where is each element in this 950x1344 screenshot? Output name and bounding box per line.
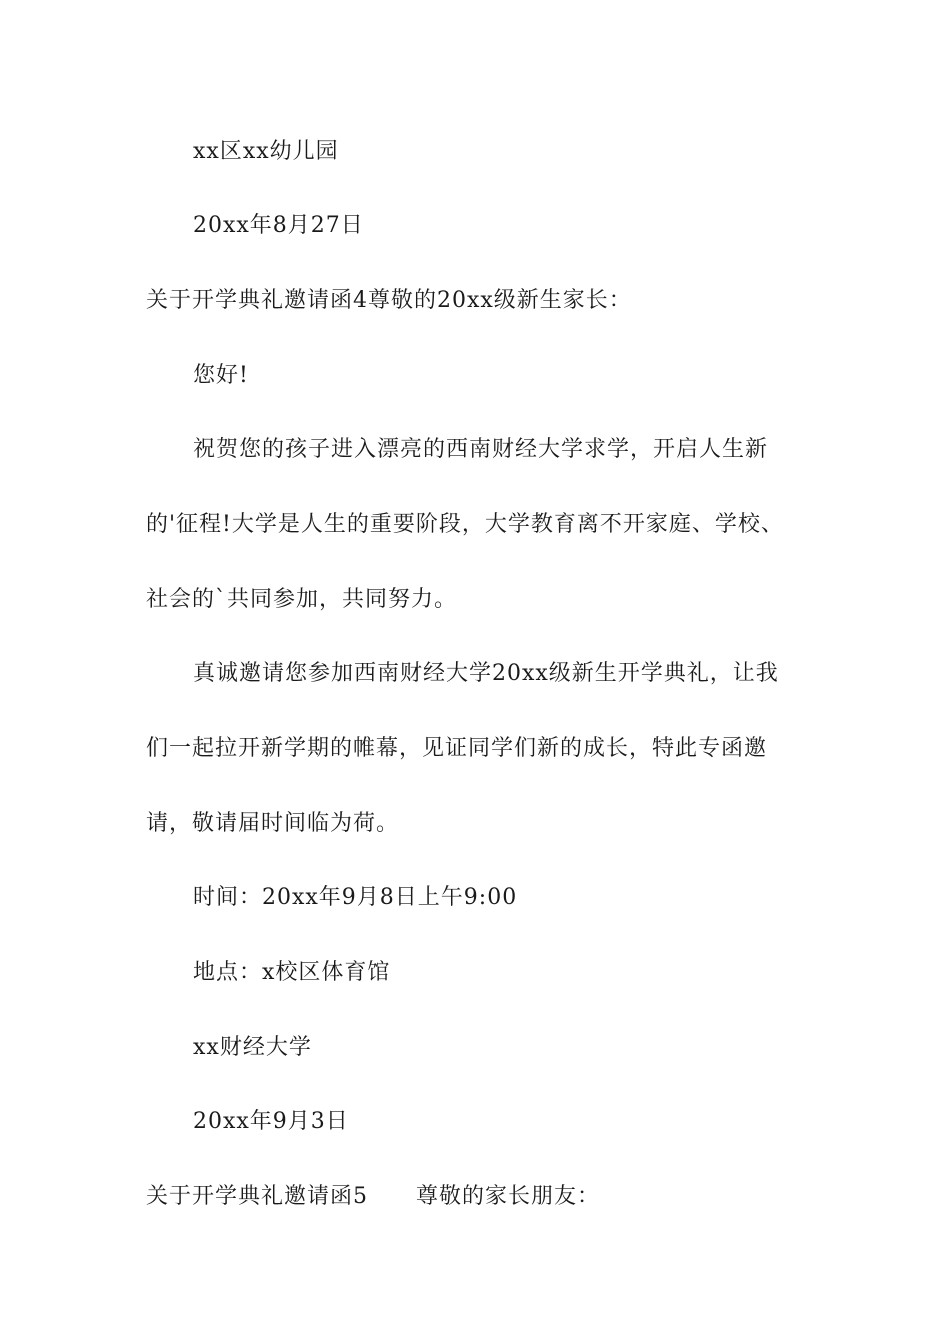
heading-5-salutation: 尊敬的家长朋友： — [416, 1184, 601, 1209]
paragraph-1-line-3: 社会的`共同参加，共同努力。 — [146, 587, 458, 612]
kindergarten-signature: xx区xx幼儿园 — [193, 139, 339, 164]
paragraph-1-line-2: 的'征程!大学是人生的重要阶段，大学教育离不开家庭、学校、 — [146, 512, 784, 537]
paragraph-2-line-3: 请，敬请届时间临为荷。 — [146, 811, 400, 836]
kindergarten-date: 20xx年8月27日 — [193, 213, 364, 238]
paragraph-2-line-2: 们一起拉开新学期的帷幕，见证同学们新的成长，特此专函邀 — [146, 736, 768, 761]
event-time: 时间：20xx年9月8日上午9:00 — [193, 885, 518, 910]
paragraph-2-line-1: 真诚邀请您参加西南财经大学20xx级新生开学典礼，让我 — [193, 661, 779, 686]
heading-invitation-5 — [146, 1182, 600, 1212]
university-signature: xx财经大学 — [193, 1035, 312, 1060]
greeting: 您好! — [193, 363, 249, 388]
heading-invitation-4: 关于开学典礼邀请函4尊敬的20xx级新生家长： — [146, 288, 632, 313]
paragraph-1-line-1: 祝贺您的孩子进入漂亮的西南财经大学求学，开启人生新 — [193, 437, 769, 462]
heading-5-label: 关于开学典礼邀请函5 — [146, 1184, 368, 1209]
university-date: 20xx年9月3日 — [193, 1109, 349, 1134]
event-location: 地点：x校区体育馆 — [193, 960, 391, 985]
